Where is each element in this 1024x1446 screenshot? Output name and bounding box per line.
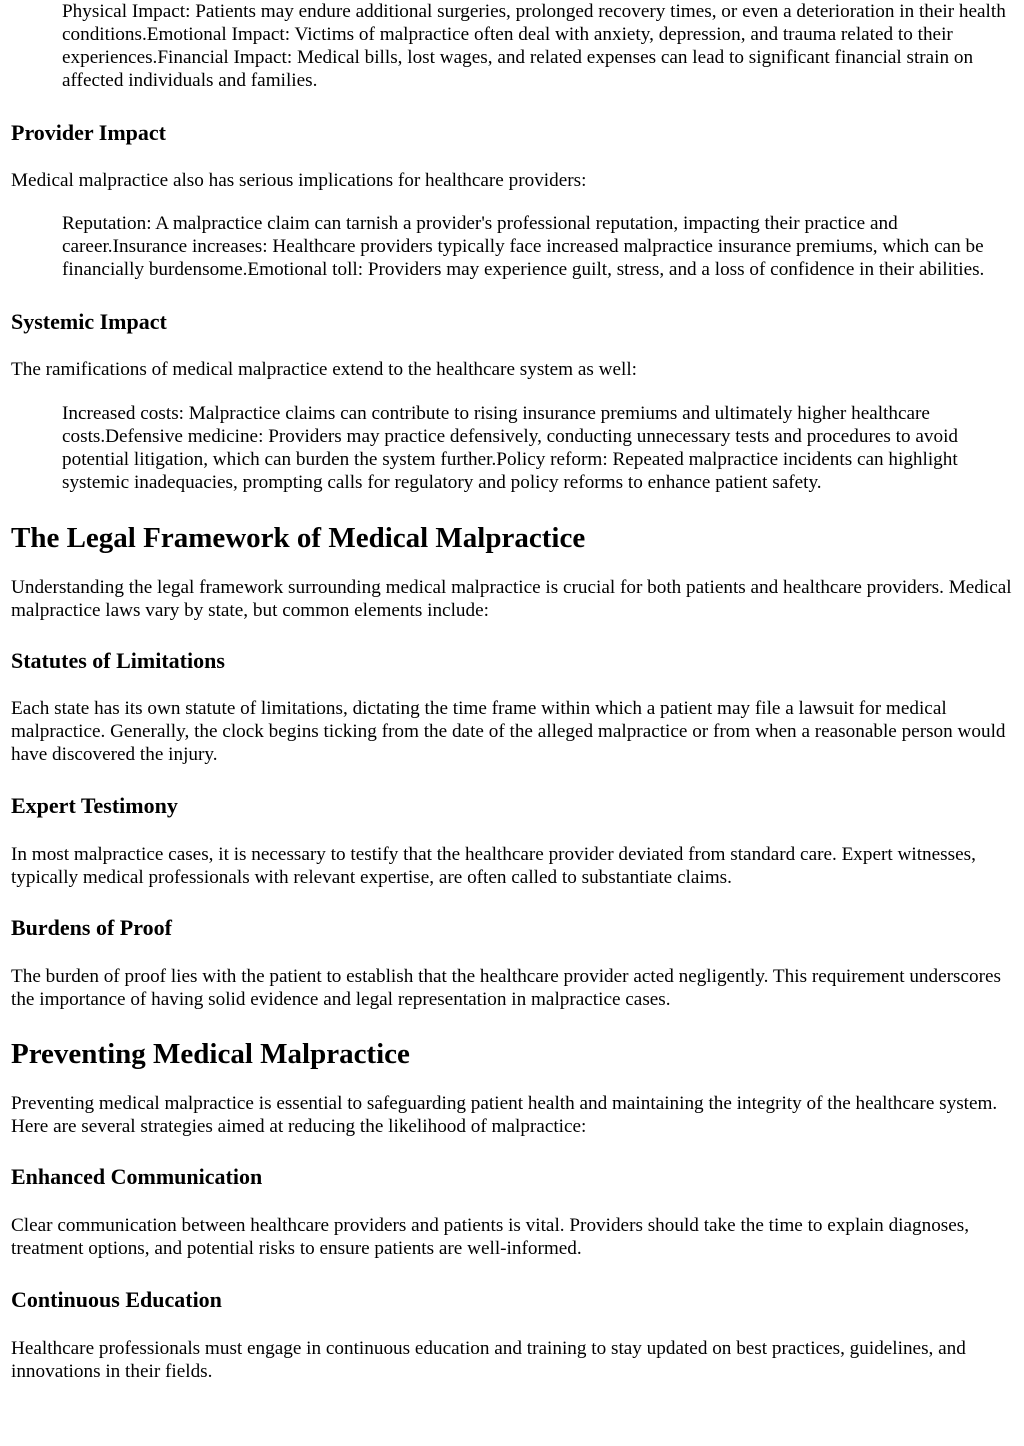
legal-framework-intro: Understanding the legal framework surrounding medical malpractice is crucial for both patients and healthcare providers. Medical malpractice laws vary by state, but common elements include: bbox=[11, 577, 1012, 621]
provider-impact-text: Reputation: A malpractice claim can tarnish a provider's professional reputation, impacting their practice and career.Insurance increases: Healthcare providers typically face increased malpractice insurance premiums, which can be financially burdensome.Emotional toll: Providers may experience guilt, stress, and a loss of confidence in their abilities. bbox=[62, 213, 985, 280]
systemic-impact-text: Increased costs: Malpractice claims can contribute to rising insurance premiums and ultimately higher healthcare costs.Defensive medicine: Providers may practice defensively, conducting unnecessary tests and procedures to avoid potential litigation, which can burden the system further.Policy reform: Repeated malpractice incidents can highlight systemic inadequacies, prompting calls for regulatory and policy reforms to enhance patient safety. bbox=[62, 403, 959, 493]
burdens-of-proof-heading: Burdens of Proof bbox=[11, 915, 172, 940]
systemic-impact-intro: The ramifications of medical malpractice extend to the healthcare system as well: bbox=[11, 359, 638, 380]
education-body: Healthcare professionals must engage in continuous education and training to stay updated on best practices, guidelines, and innovations in their fields. bbox=[11, 1338, 966, 1382]
preventing-heading: Preventing Medical Malpractice bbox=[11, 1038, 410, 1070]
education-heading: Continuous Education bbox=[11, 1287, 222, 1312]
systemic-impact-quote bbox=[11, 402, 1013, 494]
expert-testimony-heading: Expert Testimony bbox=[11, 793, 178, 818]
preventing-intro: Preventing medical malpractice is essential to safeguarding patient health and maintaining the integrity of the healthcare system. Here are several strategies aimed at reducing the likelihood of malpractice: bbox=[11, 1093, 998, 1137]
patient-impact-quote bbox=[11, 0, 1013, 92]
provider-impact-quote bbox=[11, 212, 1013, 281]
statutes-body: Each state has its own statute of limitations, dictating the time frame within which a patient may file a lawsuit for medical malpractice. Generally, the clock begins ticking from the date of the alleged malpractice or from when a reasonable person would have discovered the injury. bbox=[11, 698, 1006, 765]
systemic-impact-heading: Systemic Impact bbox=[11, 309, 167, 334]
communication-heading: Enhanced Communication bbox=[11, 1164, 263, 1189]
burdens-of-proof-body: The burden of proof lies with the patient to establish that the healthcare provider acted negligently. This requirement underscores the importance of having solid evidence and legal representation in malpractice cases. bbox=[11, 966, 1001, 1010]
communication-body: Clear communication between healthcare providers and patients is vital. Providers should take the time to explain diagnoses, treatment options, and potential risks to ensure patients are well-informed. bbox=[11, 1215, 970, 1259]
patient-impact-text: Physical Impact: Patients may endure additional surgeries, prolonged recovery times, or even a deterioration in their health conditions.Emotional Impact: Victims of malpractice often deal with anxiety, depression, and trauma related to their experiences.Financial Impact: Medical bills, lost wages, and related expenses can lead to significant financial strain on affected individuals and families. bbox=[62, 1, 1006, 91]
statutes-heading: Statutes of Limitations bbox=[11, 648, 225, 673]
provider-impact-heading: Provider Impact bbox=[11, 120, 166, 145]
provider-impact-intro: Medical malpractice also has serious implications for healthcare providers: bbox=[11, 170, 587, 191]
legal-framework-heading: The Legal Framework of Medical Malpractice bbox=[11, 522, 586, 554]
expert-testimony-body: In most malpractice cases, it is necessary to testify that the healthcare provider deviated from standard care. Expert witnesses, typically medical professionals with relevant expertise, are often called to substantiate claims. bbox=[11, 844, 976, 888]
